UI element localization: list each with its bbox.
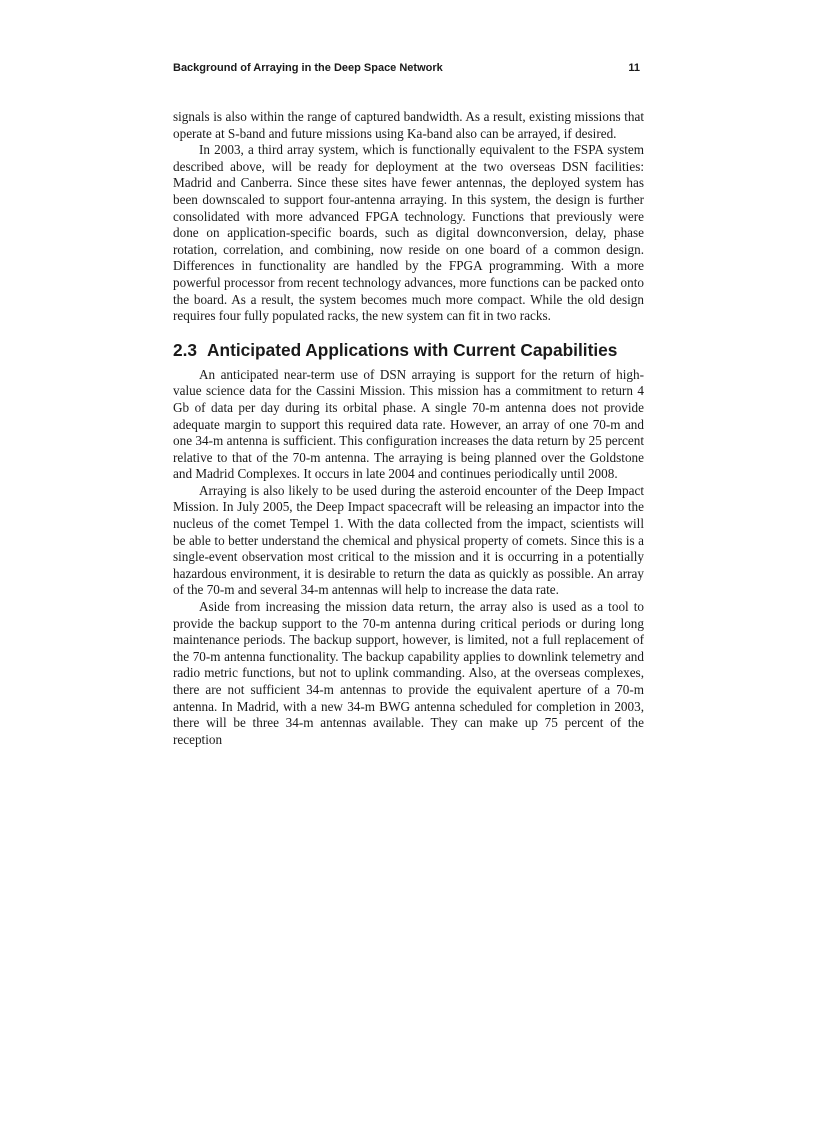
paragraph: Arraying is also likely to be used during the asteroid encounter of the Deep Impact Mission. In July 2005, the Deep Impact spacecraft will be releasing an impactor into the nucleus of the comet Tempel 1. With the data collected from the impact, scientists will be able to better understand the chemical and physical property of comets. Since this is a single-event observation most critical to the mission and it is occurring in a potentially hazardous environment, it is desirable to return the data as quickly as possible. An array of the 70-m and several 34-m antennas will help to increase the data rate. — [173, 482, 644, 598]
section-number: 2.3 — [173, 339, 198, 360]
section-title: Anticipated Applications with Current Capabilities — [207, 339, 618, 360]
running-title: Background of Arraying in the Deep Space Network — [173, 62, 443, 74]
paragraph: An anticipated near-term use of DSN arraying is support for the return of high-value science data for the Cassini Mission. This mission has a commitment to return 4 Gb of data per day during its orbital phase. A single 70-m antenna does not provide adequate margin to support this required data rate. However, an array of one 70-m and one 34-m antenna is sufficient. This configuration increases the data return by 25 percent relative to that of the 70-m antenna. The arraying is being planned over the Goldstone and Madrid Complexes. It occurs in late 2004 and continues periodically until 2008. — [173, 366, 644, 482]
section-heading — [173, 339, 644, 361]
paragraph-continued: signals is also within the range of captured bandwidth. As a result, existing missions that operate at S-band and future missions using Ka-band also can be arrayed, if desired. — [173, 109, 644, 141]
book-page — [173, 60, 644, 748]
paragraph: Aside from increasing the mission data return, the array also is used as a tool to provide the backup support to the 70-m antenna during critical periods or during long maintenance periods. The backup support, however, is limited, not a full replacement of the 70-m antenna functionality. The backup capability applies to downlink telemetry and radio metric functions, but not to uplink commanding. Also, at the overseas complexes, there are not sufficient 34-m antennas to provide the equivalent aperture of a 70-m antenna. In Madrid, with a new 34-m BWG antenna scheduled for completion in 2003, there will be three 34-m antennas available. They can make up 75 percent of the reception — [173, 599, 644, 747]
running-header — [173, 60, 644, 76]
paragraph: In 2003, a third array system, which is functionally equivalent to the FSPA system described above, will be ready for deployment at the two overseas DSN facilities: Madrid and Canberra. Since these sites have fewer antennas, the deployed system has been downscaled to support four-antenna arraying. In this system, the design is further consolidated with more advanced FPGA technology. Functions that previously were done on application-specific boards, such as digital downconversion, delay, phase rotation, correlation, and combining, now reside on one board of a common design. Differences in functionality are handled by the FPGA programming. With a more powerful processor from recent technology advances, more functions can be packed onto the board. As a result, the system becomes much more compact. While the old design requires four fully populated racks, the new system can fit in two racks. — [173, 142, 644, 324]
page-number: 11 — [628, 62, 640, 74]
body-text — [173, 109, 644, 748]
